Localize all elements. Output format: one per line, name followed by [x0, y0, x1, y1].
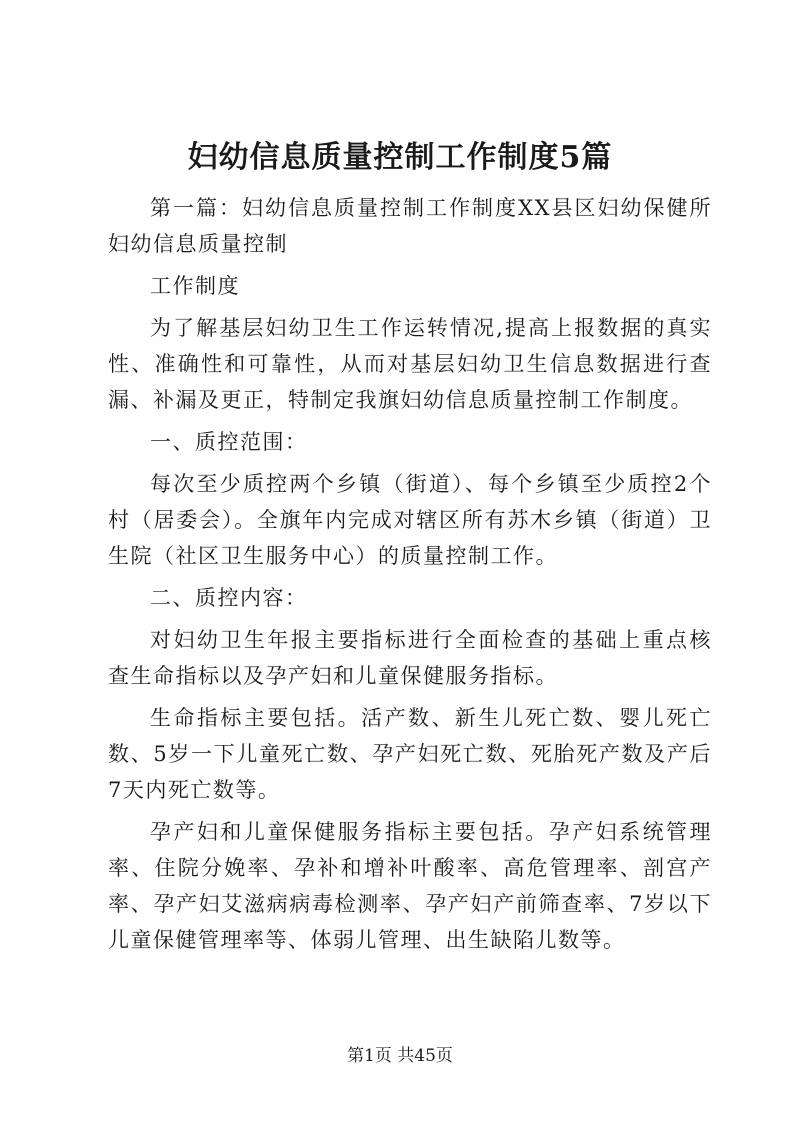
paragraph-content: 对妇幼卫生年报主要指标进行全面检查的基础上重点核查生命指标以及孕产妇和儿童保健服务指标。: [108, 628, 712, 688]
paragraph-life-indicators: 生命指标主要包括。活产数、新生儿死亡数、婴儿死亡数、5岁一下儿童死亡数、孕产妇死亡数、死胎死产数及产后7天内死亡数等。: [108, 706, 712, 802]
page-footer: 第1页 共45页: [347, 1046, 453, 1066]
paragraph-2: 工作制度: [150, 274, 240, 298]
paragraph-scope: 每次至少质控两个乡镇（街道）、每个乡镇至少质控2个村（居委会）。全旗年内完成对辖区所有苏木乡镇（街道）卫生院（社区卫生服务中心）的质量控制工作。: [108, 472, 712, 568]
document-body: [108, 190, 712, 964]
paragraph-3: 为了解基层妇幼卫生工作运转情况,提高上报数据的真实性、准确性和可靠性，从而对基层妇幼卫生信息数据进行查漏、补漏及更正，特制定我旗妇幼信息质量控制工作制度。: [108, 316, 712, 412]
section-heading-scope: 一、质控范围：: [150, 430, 308, 454]
document-title: 妇幼信息质量控制工作制度5篇: [187, 140, 613, 175]
paragraph-service-indicators: 孕产妇和儿童保健服务指标主要包括。孕产妇系统管理率、住院分娩率、孕补和增补叶酸率、高危管理率、剖宫产率、孕产妇艾滋病病毒检测率、孕产妇产前筛查率、7岁以下儿童保健管理率等、体弱儿管理、出生缺陷儿数等。: [108, 820, 712, 952]
section-heading-content: 二、质控内容：: [150, 586, 308, 610]
paragraph-1: 第一篇：妇幼信息质量控制工作制度XX县区妇幼保健所妇幼信息质量控制: [108, 196, 712, 256]
